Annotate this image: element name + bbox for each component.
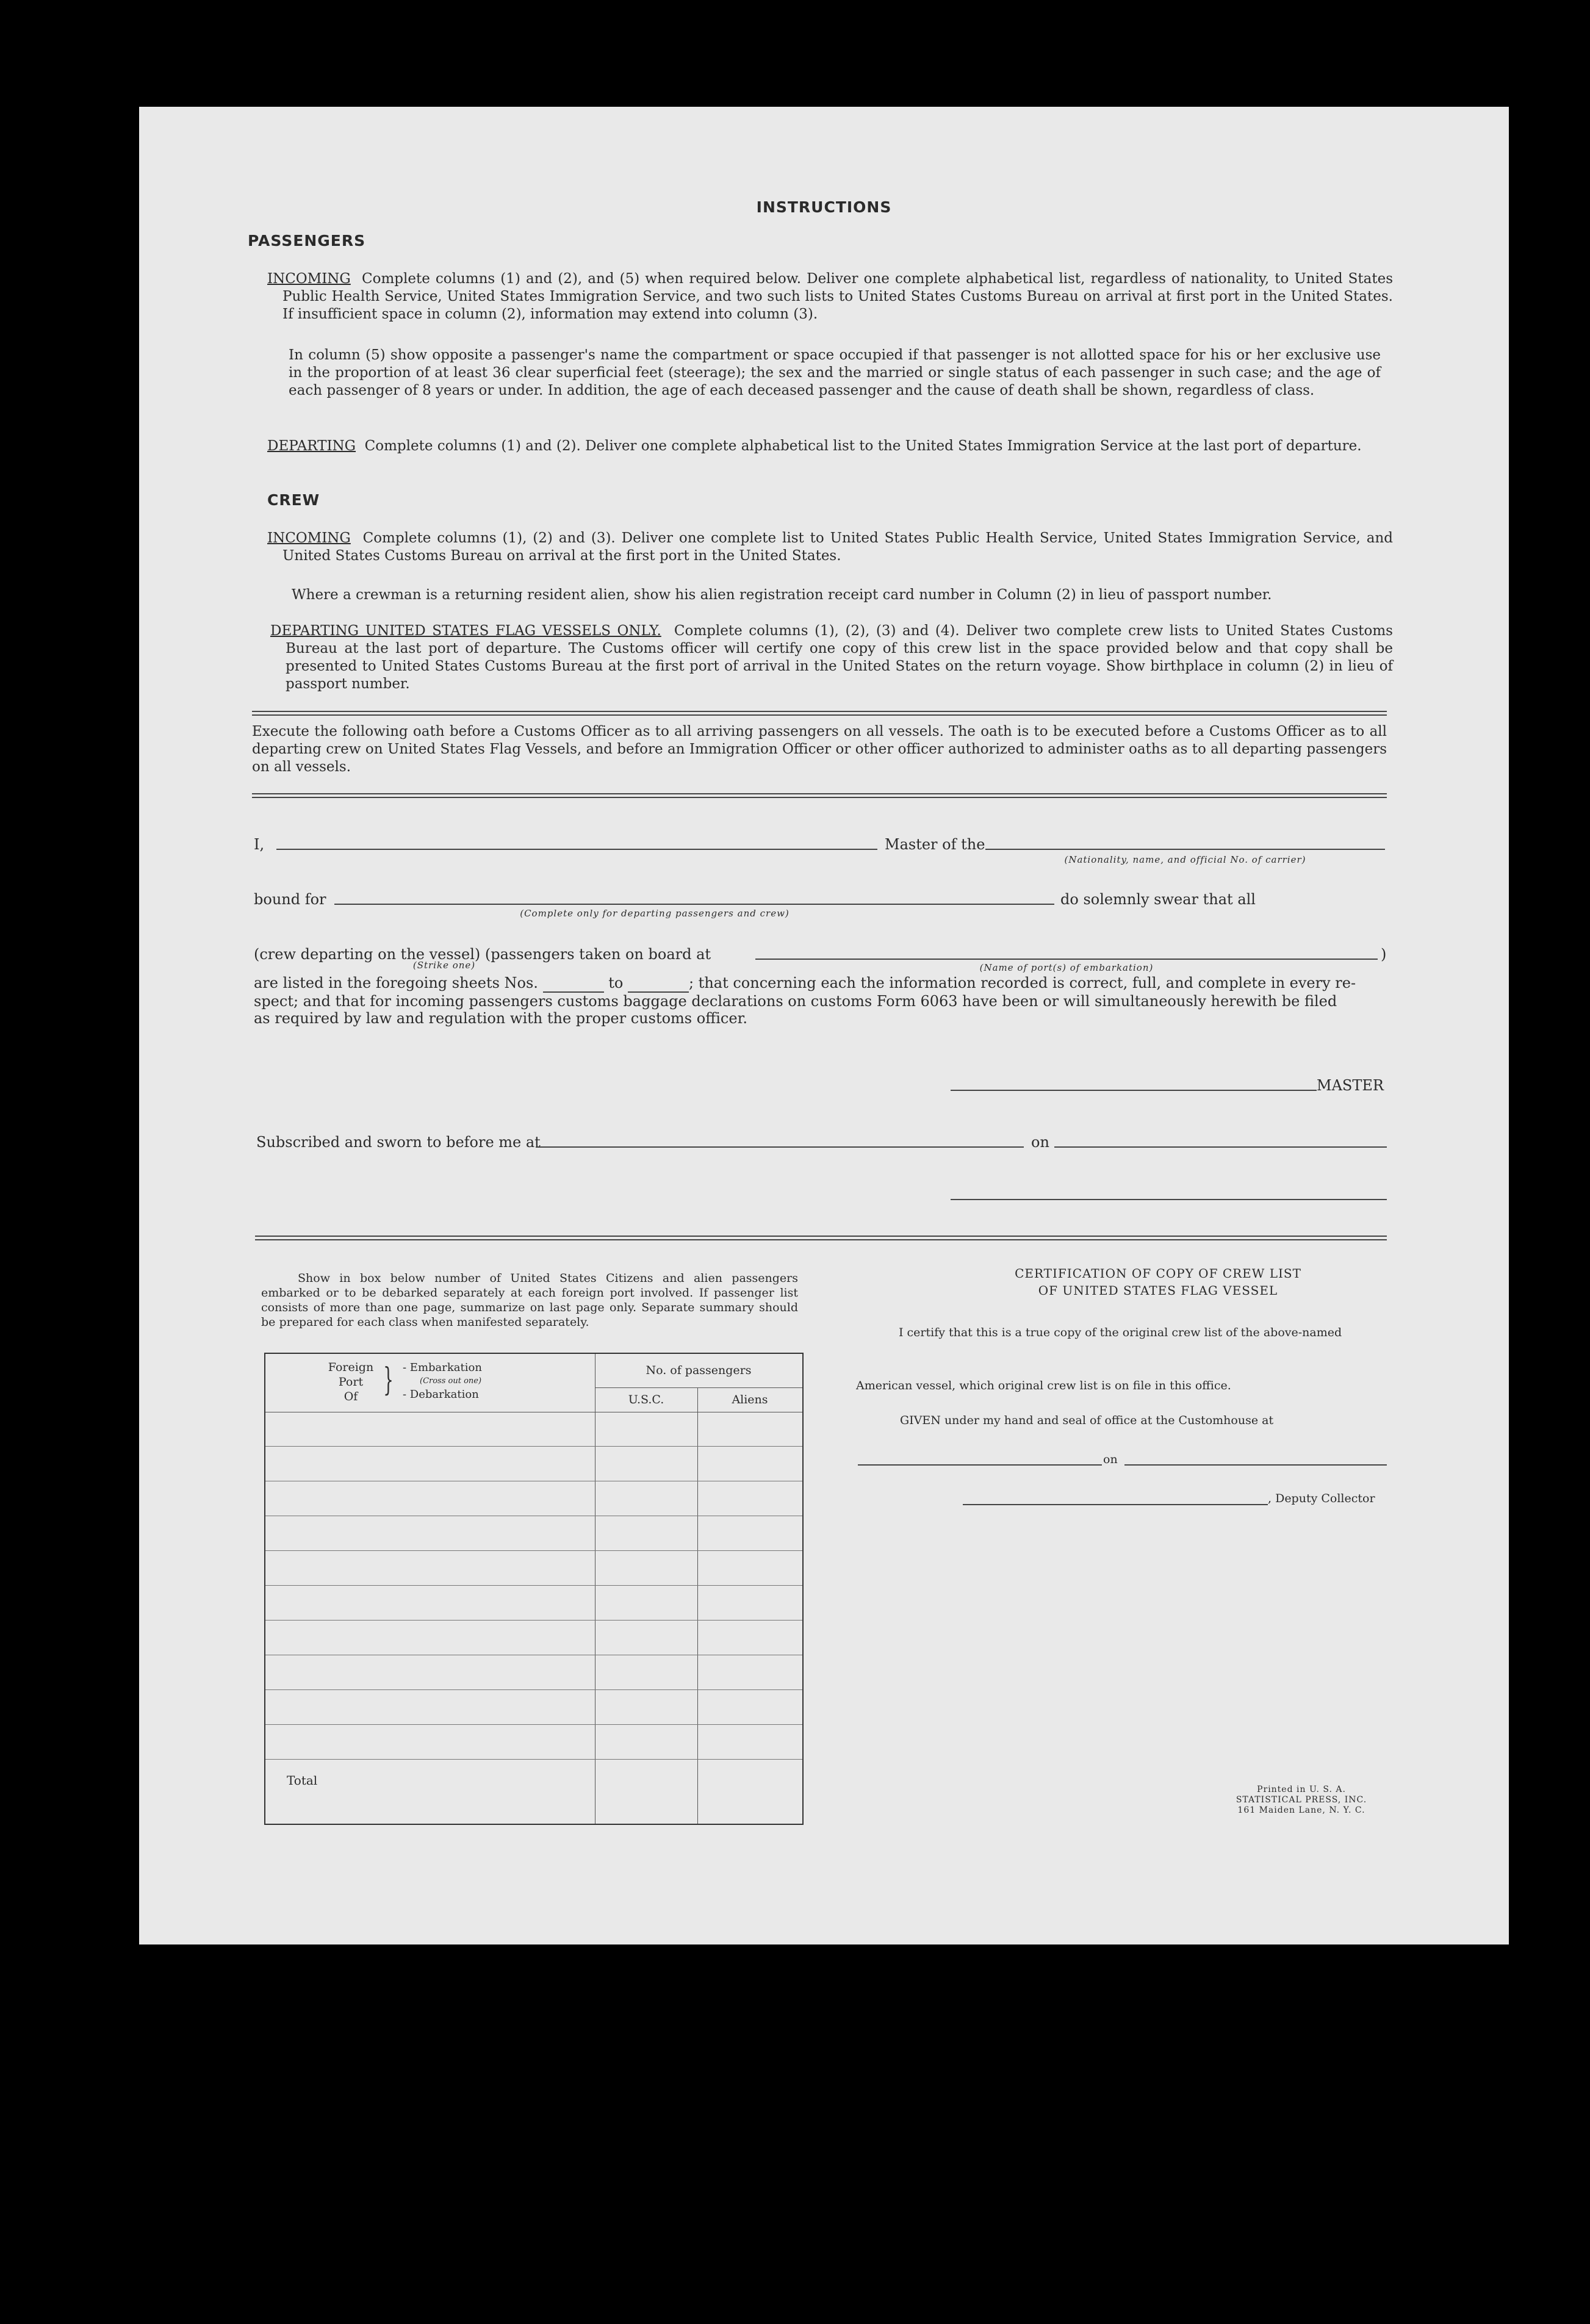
passengers-column5-text: In column (5) show opposite a passenger's name the compartment or space occupied if that passenger is not allotted space for his or her exclusive use in the proportion of at least 36 clear superficial feet (steerage); the sex and the married or single status of each passenger in such case; and the age of each passenger of 8 years or under. In addition, the age of each deceased passenger and the cause of death shall be shown, regardless of class.	[289, 347, 1381, 398]
usc-header: U.S.C.	[595, 1387, 698, 1412]
total-row[interactable]	[265, 1760, 802, 1796]
certification-title-line1: CERTIFICATION OF COPY OF CREW LIST	[1015, 1266, 1301, 1281]
of-label: Of	[344, 1390, 358, 1403]
oath-rest-line3: as required by law and regulation with the proper customs officer.	[254, 1010, 748, 1027]
printer-line3: 161 Maiden Lane, N. Y. C.	[1237, 1805, 1365, 1815]
subscribed-label: Subscribed and sworn to before me at	[256, 1134, 541, 1151]
passengers-departing-text: Complete columns (1) and (2). Deliver one complete alphabetical list to the United States Immigration Service at the last port of departure.	[364, 438, 1362, 454]
table-row[interactable]	[265, 1621, 802, 1655]
printer-line1: Printed in U. S. A.	[1257, 1785, 1346, 1794]
carrier-field[interactable]	[985, 849, 1385, 850]
strike-one-caption: (Strike one)	[412, 960, 476, 971]
summary-instructions: Show in box below number of United States Citizens and alien passengers embarked or to be debarked separately at each foreign port involved. If passenger list consists of more than one page, summarize on last page only. Separate summary should be prepared for each class when manifested separately.	[261, 1272, 798, 1329]
bound-for-field[interactable]	[334, 904, 1054, 905]
passenger-summary-table	[264, 1353, 804, 1825]
american-vessel-text: American vessel, which original crew list is on file in this office.	[856, 1379, 1231, 1392]
embarkation-label: - Embarkation	[403, 1361, 482, 1374]
passengers-heading: PASSENGERS	[248, 232, 366, 250]
certify-text: I certify that this is a true copy of the original crew list of the above-named	[899, 1326, 1342, 1339]
table-row[interactable]	[265, 1586, 802, 1621]
table-row[interactable]	[265, 1690, 802, 1725]
sworn-on-label: on	[1031, 1134, 1049, 1151]
foreign-label: Foreign	[328, 1361, 374, 1374]
deputy-collector-label: , Deputy Collector	[1268, 1492, 1375, 1505]
sworn-place-field[interactable]	[536, 1146, 1024, 1148]
crew-departing-section	[270, 622, 1393, 693]
customhouse-field[interactable]	[858, 1464, 1102, 1466]
certification-title	[944, 1265, 1372, 1299]
oath-i-label: I,	[254, 836, 265, 853]
no-of-passengers-header: No. of passengers	[595, 1354, 802, 1388]
page-title: INSTRUCTIONS	[756, 198, 892, 216]
foreign-port-of-label	[323, 1360, 378, 1404]
are-listed-line	[254, 974, 1356, 993]
printer-imprint	[1207, 1785, 1396, 1816]
aliens-header: Aliens	[697, 1387, 802, 1412]
table-row[interactable]	[265, 1725, 802, 1760]
crew-resident-text: Where a crewman is a returning resident alien, show his alien registration receipt card number in Column (2) in lieu of passport number.	[292, 587, 1272, 603]
sheet-to-field[interactable]	[628, 974, 689, 993]
printer-line2: STATISTICAL PRESS, INC.	[1236, 1795, 1367, 1805]
table-row[interactable]	[265, 1655, 802, 1690]
ports-caption: (Name of port(s) of embarkation)	[979, 962, 1154, 973]
passengers-incoming-label: INCOMING	[267, 271, 351, 287]
nationality-caption: (Nationality, name, and official No. of carrier)	[1064, 854, 1306, 865]
sworn-date-field[interactable]	[1054, 1146, 1387, 1148]
crew-incoming-section	[267, 530, 1393, 565]
close-paren: )	[1381, 946, 1387, 963]
sheet-from-field[interactable]	[543, 974, 604, 993]
oath-rest-line2: spect; and that for incoming passengers customs baggage declarations on customs Form 6063 have been or will simultaneously herewith be filed	[254, 993, 1337, 1010]
port-label: Port	[338, 1375, 364, 1389]
crew-departing-label: (crew departing on the vessel) (passengers taken on board at	[254, 946, 711, 963]
oath-divider	[252, 793, 1387, 798]
deputy-signature-field[interactable]	[963, 1504, 1268, 1505]
certification-title-line2: OF UNITED STATES FLAG VESSEL	[1038, 1283, 1278, 1298]
officer-signature-field[interactable]	[951, 1199, 1387, 1200]
cert-date-field[interactable]	[1124, 1464, 1387, 1466]
section-divider	[252, 711, 1387, 716]
are-listed-label: are listed in the foregoing sheets Nos.	[254, 974, 538, 991]
bound-caption: (Complete only for departing passengers and crew)	[520, 908, 790, 919]
master-name-field[interactable]	[276, 849, 877, 850]
table-row[interactable]	[265, 1551, 802, 1586]
passengers-departing-label: DEPARTING	[267, 438, 356, 454]
total-label: Total	[287, 1773, 318, 1788]
crew-heading: CREW	[267, 491, 320, 509]
cert-on-label: on	[1103, 1453, 1118, 1466]
master-label: MASTER	[1317, 1077, 1384, 1094]
passengers-incoming-section	[267, 270, 1393, 323]
table-row[interactable]	[265, 1516, 802, 1551]
passengers-departing-section	[267, 437, 1393, 455]
master-signature-field[interactable]	[951, 1090, 1317, 1091]
given-text: GIVEN under my hand and seal of office at the Customhouse at	[900, 1414, 1274, 1427]
crew-incoming-text: Complete columns (1), (2) and (3). Deliver one complete list to United States Public Health Service, United States Immigration Service, and United States Customs Bureau on arrival at the first port in the United States.	[282, 530, 1393, 564]
embarkation-ports-field[interactable]	[755, 959, 1378, 960]
document-page	[139, 107, 1509, 1944]
table-row[interactable]	[265, 1412, 802, 1447]
to-label: to	[608, 974, 624, 991]
bound-for-label: bound for	[254, 891, 326, 908]
port-header-cell	[265, 1354, 595, 1412]
debarkation-label: - Debarkation	[403, 1388, 479, 1401]
cross-out-label: (Cross out one)	[420, 1376, 482, 1386]
crew-incoming-label: INCOMING	[267, 530, 351, 546]
oath-rest-line1: ; that concerning each the information recorded is correct, full, and complete in every re-	[688, 974, 1356, 991]
master-of-the-label: Master of the	[885, 836, 985, 853]
passengers-incoming-text: Complete columns (1) and (2), and (5) when required below. Deliver one complete alphabetical list, regardless of nationality, to United States Public Health Service, United States Immigration Service, and two such lists to United States Customs Bureau on arrival at first port in the United States. If insufficient space in column (2), information may extend into column (3).	[282, 271, 1393, 322]
crew-departing-label: DEPARTING UNITED STATES FLAG VESSELS ONLY.	[270, 623, 661, 639]
brace-icon: }	[383, 1362, 394, 1398]
table-row[interactable]	[265, 1447, 802, 1481]
oath-intro: Execute the following oath before a Customs Officer as to all arriving passengers on all vessels. The oath is to be executed before a Customs Officer as to all departing crew on United States Flag Vessels, and before an Immigration Officer or other officer authorized to administer oaths as to all departing passengers on all vessels.	[252, 724, 1387, 775]
swear-label: do solemnly swear that all	[1060, 891, 1256, 908]
bottom-divider	[255, 1236, 1387, 1240]
table-row[interactable]	[265, 1481, 802, 1516]
crew-departing-text: Complete columns (1), (2), (3) and (4). Deliver two complete crew lists to United States Customs Bureau at the last port of departure. The Customs officer will certify one copy of this crew list in the space provided below and that copy shall be presented to United States Customs Bureau at the first port of arrival in the United States on the return voyage. Show birthplace in column (2) in lieu of passport number.	[286, 623, 1393, 692]
embark-debark-labels	[403, 1361, 482, 1401]
summary-rows	[265, 1412, 802, 1796]
